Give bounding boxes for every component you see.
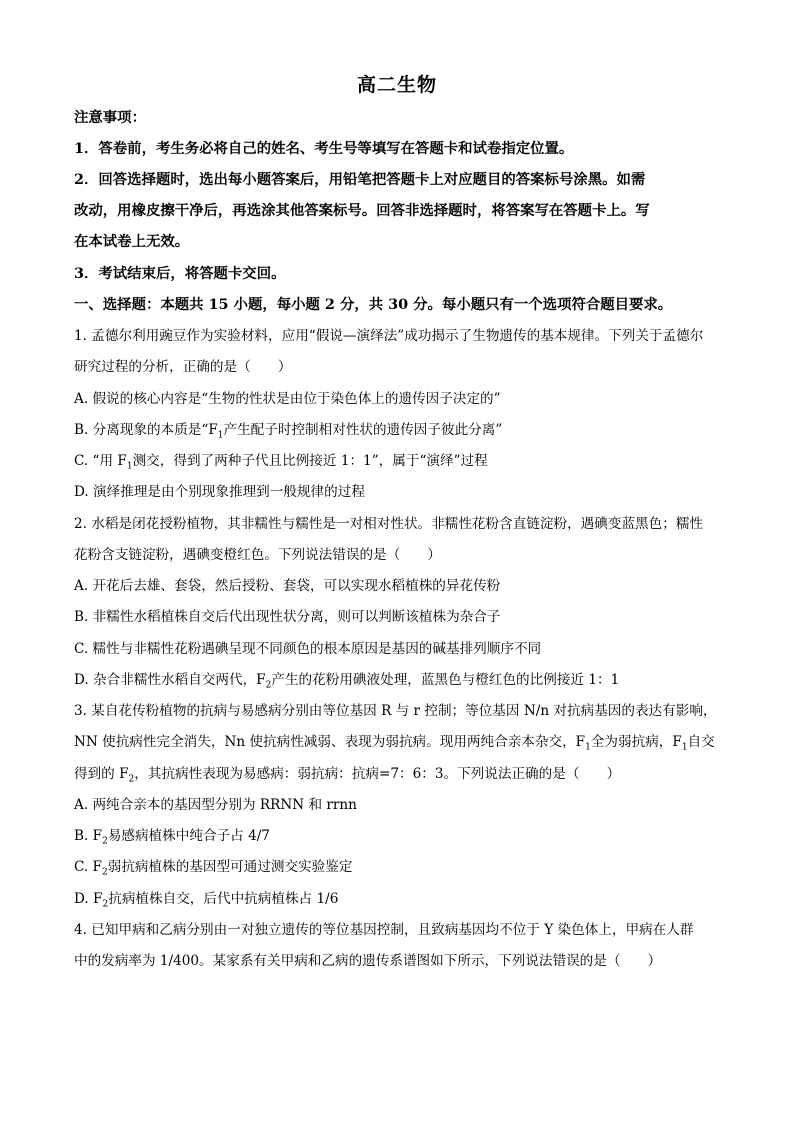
notice-heading: 注意事项： [74, 109, 146, 126]
q4-stem-line2: 中的发病率为 1/400。某家系有关甲病和乙病的遗传系谱图如下所示，下列说法错误的是（ ） [74, 953, 662, 969]
q3-stem-line1: 3. 某自花传粉植物的抗病与易感病分别由等位基因 R 与 r 控制；等位基因 N/n 对抗病基因的表达有影响， [74, 703, 717, 719]
q1-option-a: A. 假说的核心内容是“生物的性状是由位于染色体上的遗传因子决定的” [74, 391, 501, 407]
notice-item-3: 3．考试结束后，将答题卡交回。 [74, 265, 286, 282]
q3-option-d: D. $F_2$抗病植株自交，后代中抗病植株占 1/6 [74, 891, 339, 910]
q2-stem-line2: 花粉含支链淀粉，遇碘变橙红色。下列说法错误的是（ ） [74, 547, 442, 563]
notice-item-2-cont: 改动，用橡皮擦干净后，再选涂其他答案标号。回答非选择题时，将答案写在答题卡上。写 [74, 202, 650, 219]
q3-stem-line2: NN 使抗病性完全消失，Nn 使抗病性减弱、表现为弱抗病。现用两纯合亲本杂交，$F_1$全为弱抗病，$F_1$自交 [74, 734, 715, 753]
q2-option-b: B. 非糯性水稻植株自交后代出现性状分离，则可以判断该植株为杂合子 [74, 609, 501, 625]
notice-item-2: 2．回答选择题时，选出每小题答案后，用铅笔把答题卡上对应题目的答案标号涂黑。如需 [74, 171, 646, 188]
q2-option-d: D. 杂合非糯性水稻自交两代，$F_2$产生的花粉用碘液处理，蓝黑色与橙红色的比例接近 1：1 [74, 672, 620, 691]
q1-option-b: B. 分离现象的本质是“$F_1$产生配子时控制相对性状的遗传因子彼此分离” [74, 422, 503, 441]
q1-option-c: C. “用 $F_1$测交，得到了两种子代且比例接近 1：1”，属于“演绎”过程 [74, 453, 488, 472]
notice-item-2-end: 在本试卷上无效。 [74, 233, 190, 250]
q2-stem-line1: 2. 水稻是闭花授粉植物，其非糯性与糯性是一对相对性状。非糯性花粉含直链淀粉，遇碘变蓝黑色；糯性 [74, 516, 704, 532]
q1-stem-line1: 1. 孟德尔利用豌豆作为实验材料，应用“假说—演绎法”成功揭示了生物遗传的基本规律。下列关于孟德尔 [74, 328, 704, 344]
q3-option-c: C. $F_2$弱抗病植株的基因型可通过测交实验鉴定 [74, 859, 353, 878]
q1-option-d: D. 演绎推理是由个别现象推理到一般规律的过程 [74, 484, 365, 500]
q1-stem-line2: 研究过程的分析，正确的是（ ） [74, 359, 292, 375]
section-heading: 一、选择题：本题共 15 小题，每小题 2 分，共 30 分。每小题只有一个选项符合题目要求。 [74, 296, 673, 313]
q2-option-c: C. 糯性与非糯性花粉遇碘呈现不同颜色的根本原因是基因的碱基排列顺序不同 [74, 641, 542, 657]
q3-stem-line3: 得到的 $F_2$，其抗病性表现为易感病：弱抗病：抗病=7：6：3。下列说法正确的是（ ） [74, 766, 621, 785]
page-title: 高二生物 [356, 74, 437, 96]
q2-option-a: A. 开花后去雄、套袋，然后授粉、套袋，可以实现水稻植株的异花传粉 [74, 578, 501, 594]
q3-option-a: A. 两纯合亲本的基因型分别为 RRNN 和 rrnn [74, 797, 357, 813]
q3-option-b: B. $F_2$易感病植株中纯合子占 4/7 [74, 828, 270, 847]
q4-stem-line1: 4. 已知甲病和乙病分别由一对独立遗传的等位基因控制，且致病基因均不位于 Y 染色体上，甲病在人群 [74, 922, 694, 938]
notice-item-1: 1．答卷前，考生务必将自己的姓名、考生号等填写在答题卡和试卷指定位置。 [74, 140, 574, 157]
